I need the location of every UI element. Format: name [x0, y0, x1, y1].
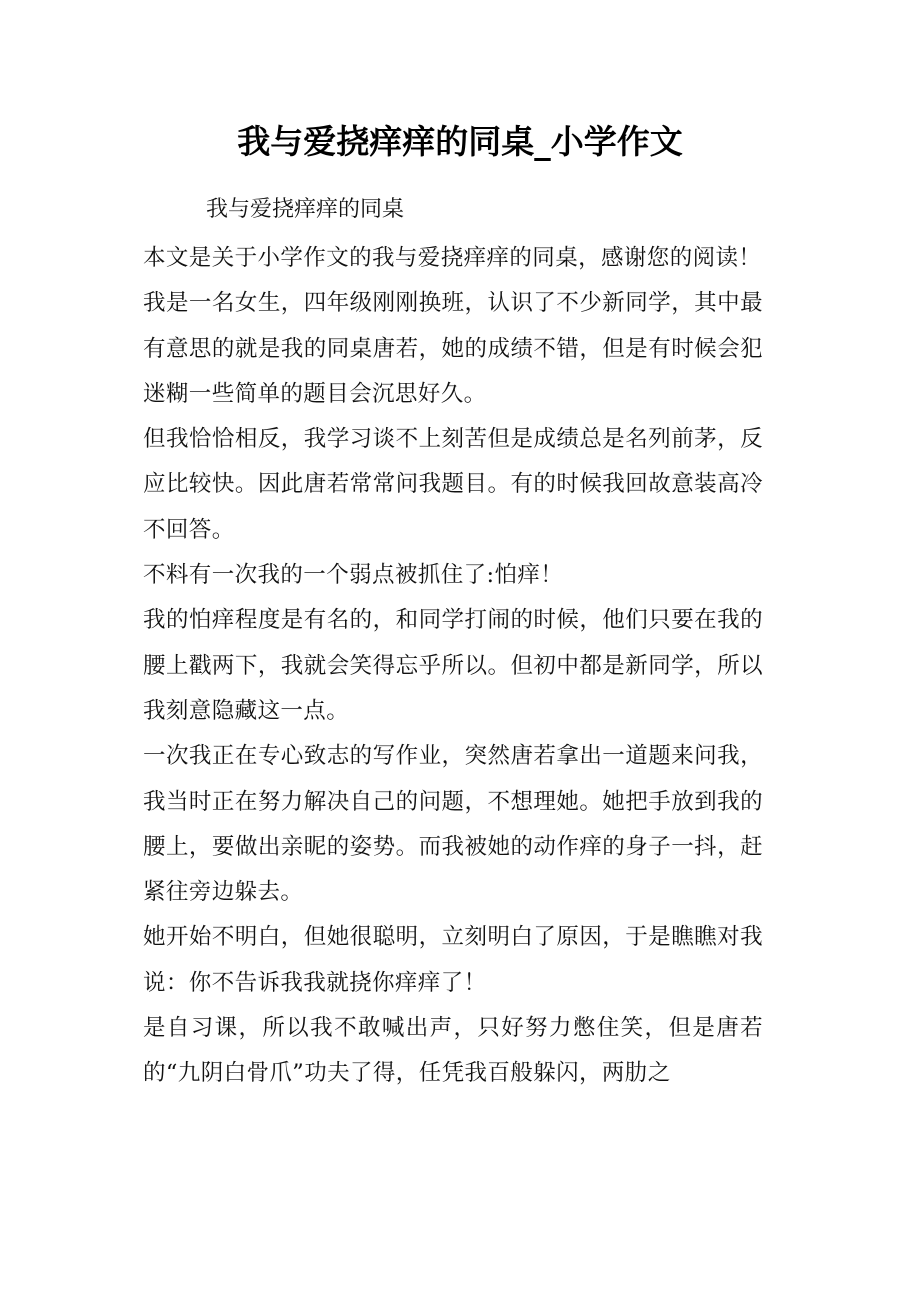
paragraph-5: 我的怕痒程度是有名的，和同学打闹的时候，他们只要在我的腰上戳两下，我就会笑得忘乎所以。但初中都是新同学，所以我刻意隐藏这一点。 [143, 607, 763, 724]
paragraph-6: 一次我正在专心致志的写作业，突然唐若拿出一道题来问我，我当时正在努力解决自己的问题，不想理她。她把手放到我的腰上，要做出亲昵的姿势。而我被她的动作痒的身子一抖，赶紧往旁边躲去。 [143, 743, 763, 906]
essay-subtitle: 我与爱挠痒痒的同桌 [206, 197, 405, 222]
paragraph-1: 本文是关于小学作文的我与爱挠痒痒的同桌，感谢您的阅读！ [143, 245, 762, 271]
essay-body [143, 236, 763, 1097]
paragraph-3: 但我恰恰相反，我学习谈不上刻苦但是成绩总是名列前茅，反应比较快。因此唐若常常问我题目。有的时候我回故意装高冷不回答。 [143, 426, 763, 543]
paragraph-7: 她开始不明白，但她很聪明，立刻明白了原因，于是瞧瞧对我说：你不告诉我我就挠你痒痒了！ [143, 924, 763, 996]
document-title: 我与爱挠痒痒的同桌_小学作文 [237, 122, 683, 161]
paragraph-8: 是自习课，所以我不敢喊出声，只好努力憋住笑，但是唐若的“九阴白骨爪”功夫了得，任凭我百般躲闪，两肋之 [143, 1015, 763, 1087]
paragraph-2: 我是一名女生，四年级刚刚换班，认识了不少新同学，其中最有意思的就是我的同桌唐若，她的成绩不错，但是有时候会犯迷糊一些简单的题目会沉思好久。 [143, 290, 763, 407]
paragraph-4: 不料有一次我的一个弱点被抓住了:怕痒！ [143, 562, 564, 589]
